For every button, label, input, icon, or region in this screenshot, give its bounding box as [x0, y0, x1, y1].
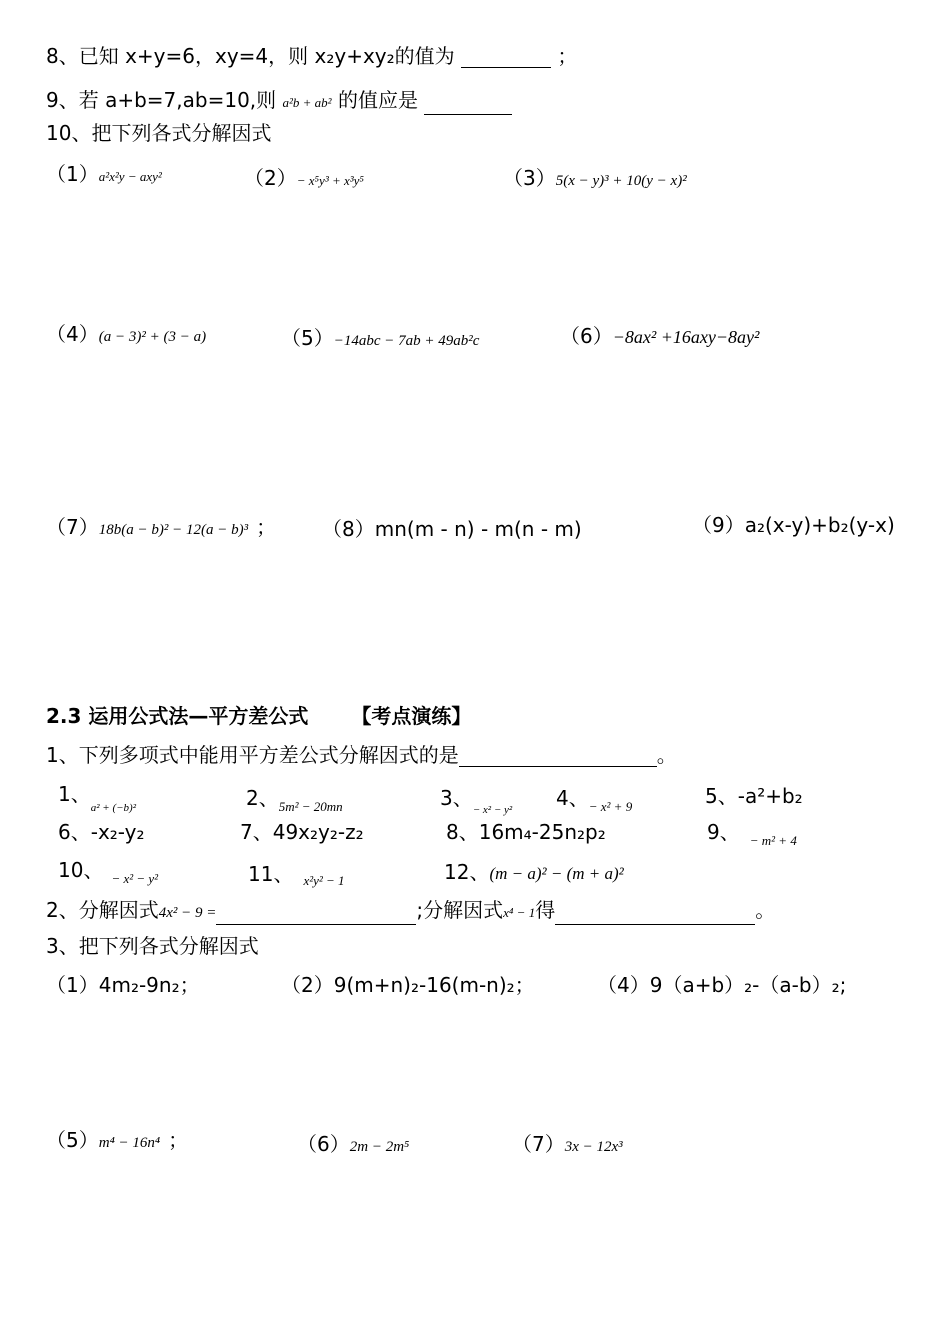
s1-option-10 — [58, 858, 158, 885]
option-expr: x²y² − 1 — [303, 873, 345, 888]
item-label: （5） — [281, 326, 334, 350]
option-expr: − m² + 4 — [749, 833, 797, 848]
s1-option-1 — [58, 782, 137, 814]
q10-item-7 — [46, 515, 276, 542]
item-expr: − x⁵y³ + x³y⁵ — [296, 173, 364, 188]
item-expr: 9(m+n)₂-16(m-n)₂； — [333, 973, 535, 997]
s1-option-5 — [705, 784, 803, 808]
question-10-title: 10、把下列各式分解因式 — [46, 121, 272, 145]
answer-blank[interactable] — [459, 746, 657, 767]
q10-item-1 — [46, 162, 162, 189]
option-expr: − x² − y² — [111, 871, 159, 886]
option-label: 1、 — [58, 782, 91, 806]
q10-item-8 — [322, 517, 582, 541]
item-label: （6） — [560, 324, 613, 348]
option-label: 6、 — [58, 820, 91, 844]
s1-option-8 — [446, 820, 606, 844]
item-label: （4） — [597, 973, 650, 997]
s2-end: 。 — [755, 898, 776, 922]
question-9-expr: a²b + ab² — [282, 95, 332, 110]
option-expr: -a²+b₂ — [737, 784, 803, 808]
s2-text3: 得 — [535, 898, 556, 922]
s1-option-9 — [707, 820, 797, 847]
item-expr: −14abc − 7ab + 49ab²c — [333, 333, 480, 349]
s1-option-12 — [444, 860, 624, 886]
item-expr: m⁴ − 16n⁴ — [98, 1135, 161, 1151]
item-expr: −8ax² +16axy−8ay² — [612, 327, 760, 347]
option-expr: 16m₄-25n₂p₂ — [478, 820, 606, 844]
option-label: 8、 — [446, 820, 479, 844]
s1-option-4 — [556, 786, 632, 813]
s1-option-3 — [440, 786, 512, 814]
option-label: 2、 — [246, 786, 279, 810]
answer-blank[interactable] — [461, 47, 551, 68]
item-label: （9） — [692, 513, 745, 537]
item-label: （6） — [297, 1132, 350, 1156]
item-expr: a₂(x-y)+b₂(y-x) — [744, 513, 895, 537]
answer-blank[interactable] — [424, 94, 512, 115]
s3-item-2 — [281, 973, 535, 997]
option-expr: a² + (−b)² — [90, 802, 137, 814]
item-label: （4） — [46, 322, 99, 346]
question-9 — [46, 88, 512, 115]
item-expr: 9（a+b）₂-（a-b）₂; — [649, 973, 847, 997]
item-label: （2） — [244, 166, 297, 190]
s2-question — [46, 898, 775, 925]
item-label: （2） — [281, 973, 334, 997]
s3-item-7 — [512, 1132, 623, 1159]
s3-item-1 — [46, 973, 200, 997]
question-8-text: 8、已知 x+y=6，xy=4，则 x₂y+xy₂的值为 — [46, 44, 455, 68]
answer-blank[interactable] — [216, 904, 416, 925]
option-expr: (m − a)² − (m + a)² — [489, 864, 624, 883]
option-label: 9、 — [707, 820, 740, 844]
item-label: （5） — [46, 1128, 99, 1152]
q10-item-5 — [281, 326, 479, 353]
q10-item-4 — [46, 322, 206, 349]
item-expr: 3x − 12x³ — [564, 1139, 623, 1155]
option-label: 11、 — [248, 862, 294, 886]
option-expr: -x₂-y₂ — [90, 820, 145, 844]
s1-option-11 — [248, 862, 345, 889]
question-8 — [46, 44, 577, 68]
option-expr: 49x₂y₂-z₂ — [272, 820, 364, 844]
question-8-end: ； — [557, 44, 578, 68]
option-label: 12、 — [444, 860, 490, 884]
option-label: 4、 — [556, 786, 589, 810]
option-label: 3、 — [440, 786, 473, 810]
s2-expr2: x⁴ − 1 — [503, 905, 536, 920]
option-label: 5、 — [705, 784, 738, 808]
s3-item-6 — [297, 1132, 409, 1159]
section-title — [46, 704, 471, 728]
s2-text2: ;分解因式 — [416, 898, 504, 922]
s2-text1: 2、分解因式 — [46, 898, 159, 922]
item-expr: mn(m - n) - m(n - m) — [374, 517, 582, 541]
q10-item-9 — [692, 513, 895, 537]
s2-expr1: 4x² − 9 = — [158, 905, 217, 921]
s1-question — [46, 743, 677, 767]
s3-item-5 — [46, 1128, 188, 1155]
question-9-tail: 的值应是 — [337, 88, 418, 112]
s3-item-4 — [597, 973, 846, 997]
item-expr: 18b(a − b)² − 12(a − b)³ — [98, 522, 249, 538]
answer-blank[interactable] — [555, 904, 755, 925]
s1-title: 1、下列多项式中能用平方差公式分解因式的是 — [46, 743, 459, 767]
section-tag: 【考点演练】 — [351, 704, 472, 728]
q10-item-2 — [244, 166, 364, 193]
q10-item-3 — [503, 166, 687, 193]
s1-option-7 — [240, 820, 364, 844]
item-label: （3） — [503, 166, 556, 190]
option-label: 10、 — [58, 858, 104, 882]
section-title-text: 2.3 运用公式法—平方差公式 — [46, 704, 309, 728]
option-label: 7、 — [240, 820, 273, 844]
item-expr: 5(x − y)³ + 10(y − x)² — [555, 173, 687, 189]
option-expr: − x² − y² — [472, 804, 513, 816]
item-label: （1） — [46, 162, 99, 186]
option-expr: − x² + 9 — [588, 799, 633, 814]
s1-option-2 — [246, 786, 343, 813]
question-9-text: 9、若 a+b=7,ab=10,则 — [46, 88, 277, 112]
item-expr: 4m₂-9n₂； — [98, 973, 200, 997]
item-expr: 2m − 2m⁵ — [349, 1139, 410, 1155]
s3-title: 3、把下列各式分解因式 — [46, 934, 259, 958]
item-label: （1） — [46, 973, 99, 997]
item-label: （7） — [46, 515, 99, 539]
s1-end: 。 — [656, 743, 677, 767]
item-label: （8） — [322, 517, 375, 541]
item-expr: a²x²y − axy² — [98, 169, 162, 184]
item-label: （7） — [512, 1132, 565, 1156]
s1-option-6 — [58, 820, 145, 844]
q10-item-6 — [560, 324, 759, 349]
option-expr: 5m² − 20mn — [278, 799, 343, 814]
item-end: ； — [256, 515, 277, 539]
item-end: ； — [168, 1128, 189, 1152]
item-expr: (a − 3)² + (3 − a) — [98, 329, 207, 345]
